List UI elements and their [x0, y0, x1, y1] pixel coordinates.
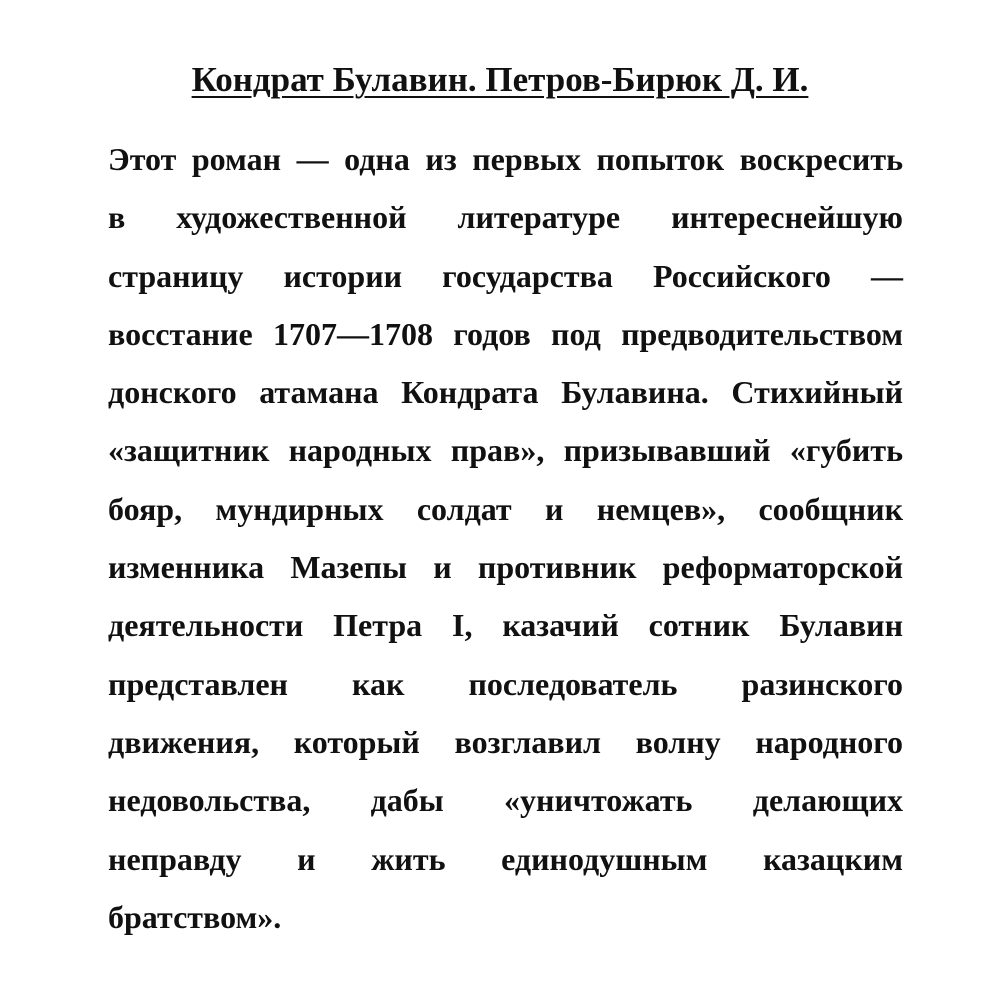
text-line: братством». — [108, 898, 282, 935]
text-line: неправду и жить единодушным казацким — [108, 840, 903, 877]
text-line: Этот роман — одна из первых попыток воскресить — [108, 141, 903, 177]
text-line: страницу истории государства Российского — — [108, 257, 903, 294]
text-line: донского атамана Кондрата Булавина. Стихийный — [108, 374, 903, 411]
text-line: «защитник народных прав», призывавший «губить — [108, 432, 903, 469]
document-title: Кондрат Булавин. Петров-Бирюк Д. И. — [191, 60, 809, 99]
text-line: деятельности Петра I, казачий сотник Булавин — [108, 607, 903, 644]
text-line: представлен как последователь разинского — [108, 665, 903, 702]
body-paragraph — [108, 130, 903, 946]
text-line: в художественной литературе интереснейшую — [108, 199, 903, 236]
text-line: движения, который возглавил волну народного — [108, 723, 903, 760]
text-line: изменника Мазепы и противник реформаторской — [108, 549, 903, 586]
text-line: бояр, мундирных солдат и немцев», сообщник — [108, 490, 903, 527]
text-line: восстание 1707—1708 годов под предводительством — [108, 315, 903, 352]
text-line: недовольства, дабы «уничтожать делающих — [108, 782, 903, 819]
